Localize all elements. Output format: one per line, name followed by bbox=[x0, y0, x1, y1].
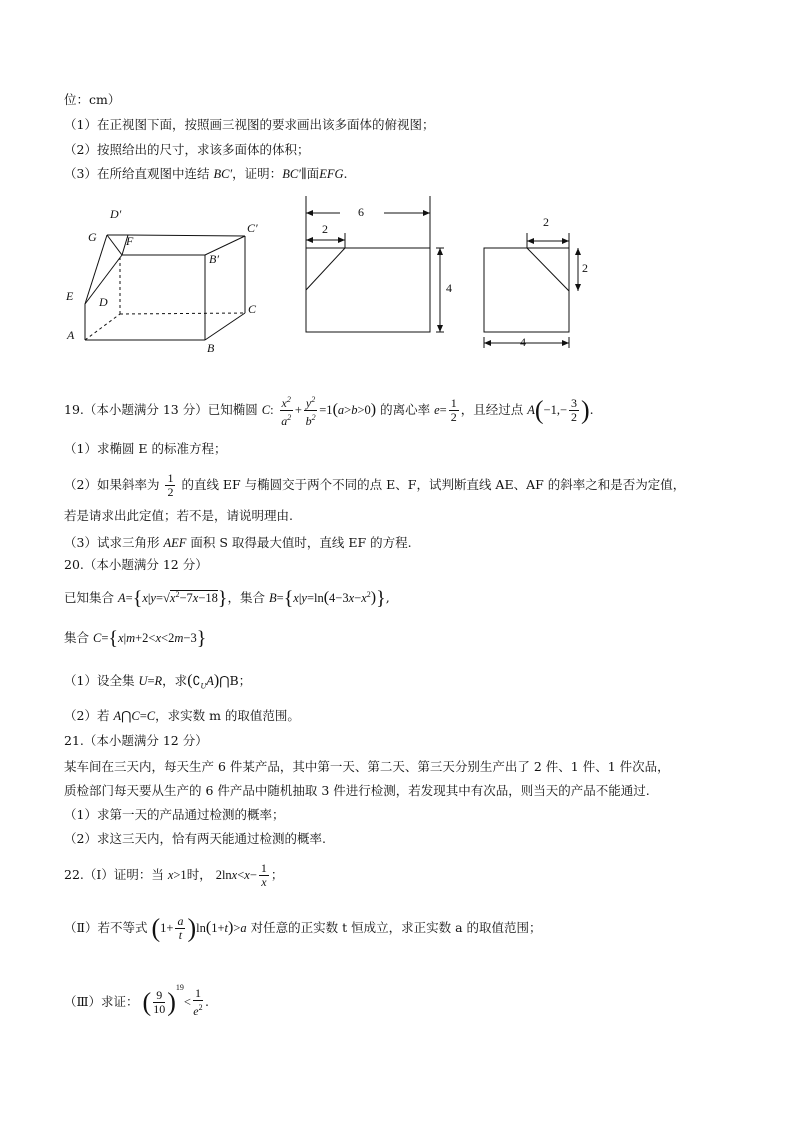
front-dim-cut: 2 bbox=[322, 222, 328, 236]
q19-statement: 19.（本小题满分 13 分）已知椭圆 C: $\frac{x^2}{a^2}$ + $\frac{y^2}{b^2}$ =1(a>b>0) 的离心率 e= $\frac{1}{2}$ ，且经过点 A(−1,− $\frac{3}{2}$ ). bbox=[64, 395, 594, 428]
q20-head: 20.（本小题满分 12 分） bbox=[64, 557, 208, 572]
q20-part-1: （1）设全集 U=R，求$(∁_UA)⋂B$； bbox=[64, 672, 252, 691]
vertex-b-prime: B′ bbox=[209, 252, 219, 266]
q20-sets-ab: 已知集合 $A=\{x|y=√x^2-7x-18\}$，集合 $B=\{x|y=\ln(4-3x-x^2)\}$, bbox=[64, 587, 390, 610]
q21-line-2: 质检部门每天要从生产的 6 件产品中随机抽取 3 件进行检测，若发现其中有次品，则当天的产品不能通过. bbox=[64, 783, 650, 798]
prev-part-1: （1）在正视图下面，按照画三视图的要求画出该多面体的俯视图； bbox=[64, 117, 435, 132]
vertex-d-prime: D′ bbox=[110, 207, 122, 221]
q19-part-2-head: （2）如果斜率为 bbox=[64, 477, 160, 492]
q19-part-3-head: （3）试求三角形 bbox=[64, 535, 160, 550]
q20-part-2: （2）若 A⋂C=C，求实数 m 的取值范围。 bbox=[64, 708, 300, 723]
q22-part-1-mid: 时， bbox=[186, 867, 212, 882]
q21-part-2: （2）求这三天内，恰有两天能通过检测的概率. bbox=[64, 831, 326, 846]
vertex-e: E bbox=[66, 289, 74, 303]
q19-part-2-body: 的直线 EF 与椭圆交于两个不同的点 E、F，试判断直线 AE、AF 的斜率之和是否为定值， bbox=[181, 477, 686, 492]
q22-part-3-head: （Ⅲ）求证： bbox=[64, 994, 139, 1009]
q22-part-3: （Ⅲ）求证： ( $\frac{9}{10}$ )$^{19}$< $\frac{1}{e^2}$ . bbox=[64, 983, 209, 1018]
q20-part-1-end: B； bbox=[229, 673, 252, 688]
q20-part-1-head: （1）设全集 bbox=[64, 673, 135, 688]
bc-prime: BC′ bbox=[213, 167, 233, 181]
q22-part-1: 22.（Ⅰ）证明：当 x>1时， 2lnx<x− $\frac{1}{x}$ ； bbox=[64, 861, 284, 889]
bc-prime-2: BC′ bbox=[282, 167, 301, 181]
plane-efg: EFG bbox=[319, 167, 344, 181]
front-dim-width: 6 bbox=[358, 205, 364, 219]
q19-part-1: （1）求椭圆 E 的标准方程； bbox=[64, 441, 227, 456]
q20-set-b-label: ，集合 bbox=[227, 590, 265, 606]
side-dim-width: 4 bbox=[520, 335, 526, 349]
q20-part-1-mid: ，求 bbox=[162, 673, 188, 688]
q22-part-2-end: 对任意的正实数 t 恒成立，求正实数 a 的取值范围； bbox=[250, 920, 542, 935]
q20-part-2-end: ，求实数 m 的取值范围。 bbox=[155, 708, 300, 723]
q19-part-2: （2）如果斜率为 $\frac{1}{2}$ 的直线 EF 与椭圆交于两个不同的点 E、F，试判断直线 AE、AF 的斜率之和是否为定值， bbox=[64, 471, 686, 499]
q20-part-2-head: （2）若 bbox=[64, 708, 110, 723]
vertex-a: A bbox=[67, 328, 75, 342]
vertex-g: G bbox=[88, 230, 97, 244]
unit-line: 位：cm） bbox=[64, 92, 121, 107]
q21-line-1: 某车间在三天内，每天生产 6 件某产品，其中第一天、第二天、第三天分别生产出了 2 件、1 件、1 件次品， bbox=[64, 759, 670, 774]
side-dim-drop: 2 bbox=[582, 261, 588, 275]
q22-part-2-head: （Ⅱ）若不等式 bbox=[64, 920, 148, 935]
q20-set-c-label: 集合 bbox=[64, 630, 90, 645]
prev-part-2: （2）按照给出的尺寸，求该多面体的体积； bbox=[64, 142, 310, 157]
vertex-f: F bbox=[126, 234, 134, 248]
side-dim-cut: 2 bbox=[543, 215, 549, 229]
q22-part-2: （Ⅱ）若不等式 (1+ $\frac{a}{t}$ )ln(1+t)>a 对任意的正实数 t 恒成立，求正实数 a 的取值范围； bbox=[64, 913, 542, 943]
q19-ellipse-name: C bbox=[261, 403, 271, 417]
vertex-c-prime: C′ bbox=[247, 221, 258, 235]
front-dim-height: 4 bbox=[446, 281, 452, 295]
q21-part-1: （1）求第一天的产品通过检测的概率； bbox=[64, 807, 285, 822]
q19-pass-point: ，且经过点 bbox=[460, 402, 524, 417]
q19-part-3-tail: 面积 S 取得最大值时，直线 EF 的方程. bbox=[190, 535, 412, 550]
q21-head: 21.（本小题满分 12 分） bbox=[64, 733, 208, 748]
vertex-c: C bbox=[248, 302, 257, 316]
q19-part-2-tail: 若是请求出此定值；若不是，请说明理由. bbox=[64, 508, 293, 523]
q20-set-c: 集合 C={x|m+2<x<2m−3} bbox=[64, 627, 207, 650]
q19-head: 19.（本小题满分 13 分）已知椭圆 bbox=[64, 402, 258, 417]
vertex-b: B bbox=[207, 341, 215, 355]
q19-part-3: （3）试求三角形 AEF 面积 S 取得最大值时，直线 EF 的方程. bbox=[64, 535, 412, 550]
prev-part-3-head: （3）在所给直观图中连结 bbox=[64, 166, 210, 181]
q22-part-1-head: 22.（Ⅰ）证明：当 bbox=[64, 867, 164, 882]
prev-part-3-end: ∥面 bbox=[300, 166, 320, 181]
prev-part-3: （3）在所给直观图中连结 BC′，证明：BC′∥面EFG. bbox=[64, 166, 348, 181]
prev-part-3-mid: ，证明： bbox=[232, 166, 283, 181]
q20-set-a-label: 已知集合 bbox=[64, 590, 115, 606]
q19-cond: 的离心率 bbox=[380, 402, 431, 417]
vertex-d: D bbox=[99, 295, 108, 309]
